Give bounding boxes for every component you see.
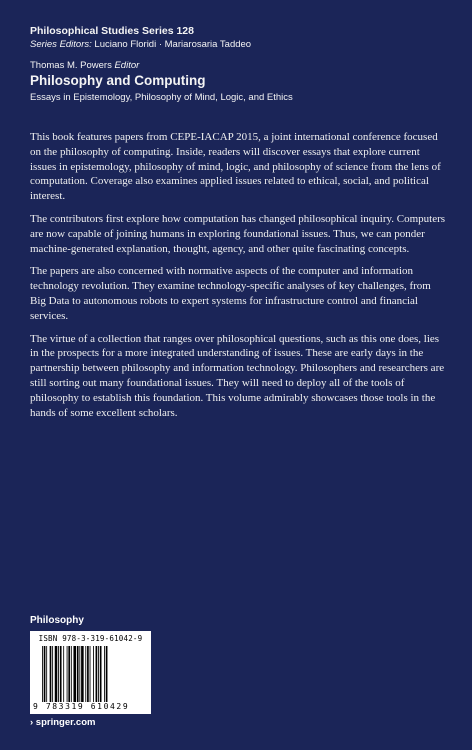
isbn-text: ISBN 978-3-319-61042-9 xyxy=(38,634,143,643)
series-editors-label: Series Editors: xyxy=(30,39,92,50)
publisher-website[interactable]: › springer.com xyxy=(30,717,96,728)
book-title: Philosophy and Computing xyxy=(30,73,206,88)
blurb xyxy=(30,130,448,428)
subject-label: Philosophy xyxy=(30,615,84,626)
blurb-paragraph: The papers are also concerned with normative aspects of the computer and information technology revolution. They examine technology-specific analyses of key challenges, from Big Data to autonomous robots to expert systems for infrastructure control and financial services. xyxy=(30,265,431,322)
series-editors xyxy=(30,38,450,52)
cover-header xyxy=(30,24,450,105)
book-subtitle: Essays in Epistemology, Philosophy of Mind, Logic, and Ethics xyxy=(30,92,293,103)
barcode-digits: 9 783319 610429 xyxy=(33,702,130,711)
blurb-paragraph: The contributors first explore how computation has changed philosophical inquiry. Computers are now capable of joining humans in exploring foundational issues. Thus, we can ponder machine-generated explanation, thought, agency, and other quite fascinating concepts. xyxy=(30,212,446,255)
editor-role: Editor xyxy=(114,60,140,71)
blurb-paragraph: This book features papers from CEPE-IACAP 2015, a joint international conference focused on the philosophy of computing. Inside, readers will discover essays that explore current issues in epistemology, philosophy of mind, logic, and philosophy of science from the lens of computation. Coverage also examines applied issues related to ethical, social, and political interest. xyxy=(30,131,441,203)
series-editors-names: Luciano Floridi · Mariarosaria Taddeo xyxy=(94,39,252,50)
barcode-icon xyxy=(42,646,146,702)
volume-editor xyxy=(30,59,450,72)
blurb-paragraph: The virtue of a collection that ranges over philosophical questions, such as this one does, lies in the prospects for a more integrated understanding of issues. These are early days in the partnership between philosophy and information technology. Philosophers and researchers are still sorting out many foundational issues. They will need to deploy all of the tools of philosophy to establish this foundation. This volume admirably showcases those tools in the hands of some excellent scholars. xyxy=(30,332,445,419)
series-title: Philosophical Studies Series 128 xyxy=(30,25,194,37)
isbn-barcode xyxy=(30,631,151,714)
editor-name: Thomas M. Powers xyxy=(30,60,112,71)
